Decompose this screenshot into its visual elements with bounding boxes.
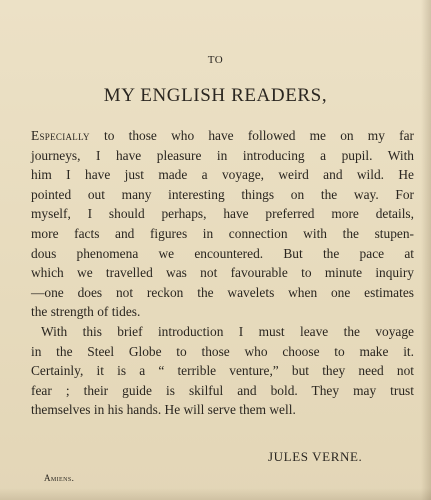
paragraph1-line-3: him I have just made a voyage, weird and wild. He bbox=[31, 167, 414, 183]
paragraph2-line-5: themselves in his hands. He will serve them well. bbox=[31, 402, 296, 418]
lead-word: Especially bbox=[31, 128, 90, 143]
paragraph2-line-4: fear ; their guide is skilful and bold. They may trust bbox=[31, 382, 414, 398]
author-signature: JULES VERNE. bbox=[268, 449, 363, 464]
paragraph1-line-7: dous phenomena we encountered. But the pace at bbox=[31, 245, 414, 261]
paragraph1-line-6: more facts and figures in connection with the stupen- bbox=[31, 225, 414, 241]
paragraph1-line-10: the strength of tides. bbox=[31, 304, 141, 320]
paragraph1-line-1: Especially to those who have followed me on my far bbox=[31, 128, 414, 143]
page-bottom-shadow bbox=[0, 488, 431, 500]
place-name: Amiens. bbox=[44, 473, 75, 483]
paragraph1-line-9: —one does not reckon the wavelets when one estimates bbox=[31, 284, 414, 300]
paragraph1-line-2: journeys, I have pleasure in introducing a pupil. With bbox=[31, 147, 414, 163]
paragraph2-line-1: With this brief introduction I must leave the voyage bbox=[41, 323, 414, 339]
paragraph1-line-8: which we travelled was not favourable to minute inquiry bbox=[31, 265, 414, 281]
paragraph1-line-4: pointed out many interesting things on the way. For bbox=[31, 186, 414, 202]
paragraph2-line-2: in the Steel Globe to those who choose to make it. bbox=[31, 343, 414, 359]
paragraph2-line-3: Certainly, it is a “ terrible venture,” but they need not bbox=[31, 363, 414, 379]
dedication-heading: MY ENGLISH READERS, bbox=[103, 85, 328, 106]
preface-text bbox=[31, 126, 414, 420]
dedication-to: TO bbox=[207, 54, 224, 66]
paragraph1-line-5: myself, I should perhaps, have preferred more details, bbox=[31, 206, 414, 222]
page-edge-shadow bbox=[421, 0, 431, 500]
